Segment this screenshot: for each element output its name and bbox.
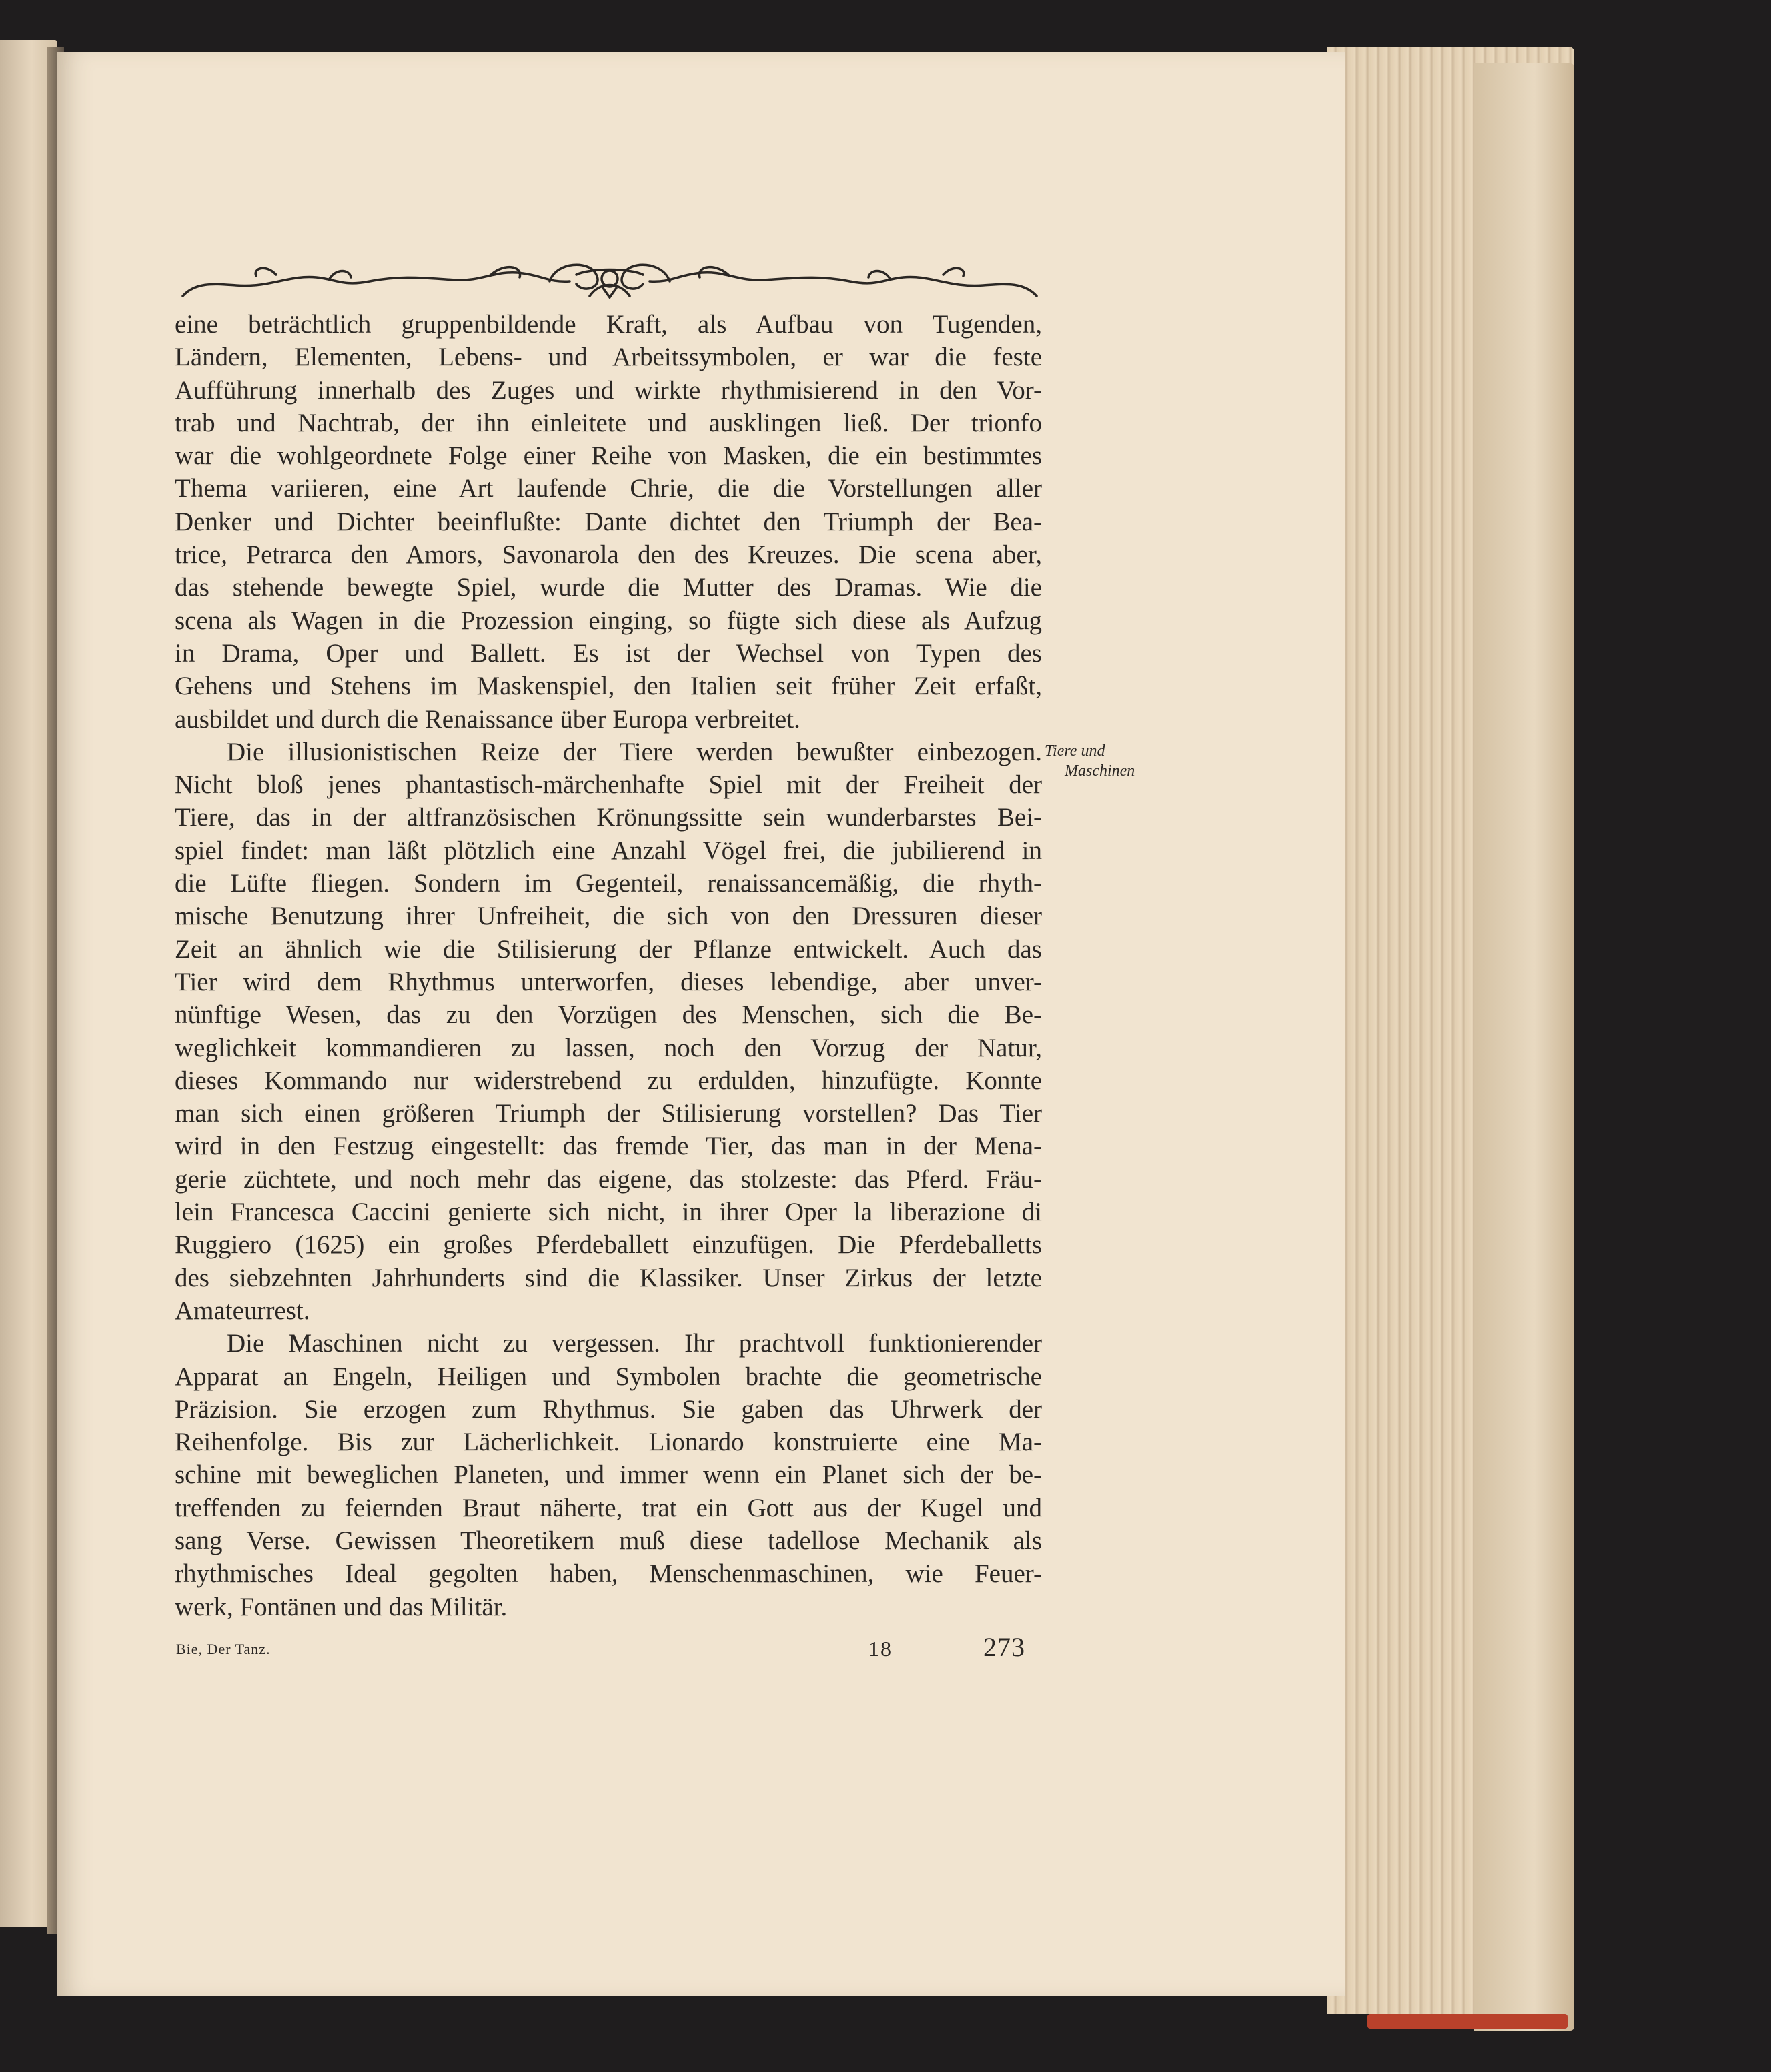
signature-mark: Bie, Der Tanz.: [176, 1641, 271, 1657]
text-line: rhythmisches Ideal gegolten haben, Menschenmaschinen, wie Feuer-: [175, 1559, 1042, 1589]
text-line: ausbildet und durch die Renaissance über Europa verbreitet.: [175, 704, 800, 734]
text-line: Tier wird dem Rhythmus unterworfen, dieses lebendige, aber unver-: [175, 967, 1042, 996]
text-line: eine beträchtlich gruppenbildende Kraft, als Aufbau von Tugenden,: [175, 310, 1042, 339]
text-line: des siebzehnten Jahrhunderts sind die Klassiker. Unser Zirkus der letzte: [175, 1263, 1042, 1292]
sheet-number: 18: [868, 1637, 893, 1661]
text-line: Nicht bloß jenes phantastisch-märchenhafte Spiel mit der Freiheit der: [175, 770, 1042, 800]
text-line: werk, Fontänen und das Militär.: [175, 1592, 508, 1621]
text-line: war die wohlgeordnete Folge einer Reihe von Masken, die ein bestimmtes: [175, 441, 1042, 471]
text-line: gerie züchtete, und noch mehr das eigene, das stolzeste: das Pferd. Fräu-: [175, 1164, 1042, 1194]
text-line: man sich einen größeren Triumph der Stilisierung vorstellen? Das Tier: [175, 1099, 1042, 1128]
text-line: Tiere, das in der altfranzösischen Krönungssitte sein wunderbarstes Bei-: [175, 803, 1042, 832]
text-line: Denker und Dichter beeinflußte: Dante dichtet den Triumph der Bea-: [175, 507, 1042, 536]
book-cover-edge: [1474, 63, 1574, 2031]
text-line: sang Verse. Gewissen Theoretikern muß diese tadellose Mechanik als: [175, 1526, 1042, 1555]
text-line: Die illusionistischen Reize der Tiere werden bewußter einbezogen.: [227, 737, 1042, 766]
text-line: weglichkeit kommandieren zu lassen, noch den Vorzug der Natur,: [175, 1033, 1042, 1062]
text-line: wird in den Festzug eingestellt: das fremde Tier, das man in der Mena-: [175, 1132, 1042, 1161]
text-line: Amateurrest.: [175, 1296, 310, 1325]
book-cover-bottom: [1367, 2014, 1568, 2029]
text-line: schine mit beweglichen Planeten, und immer wenn ein Planet sich der be-: [175, 1460, 1042, 1490]
marginal-note-line: Tiere und: [1045, 742, 1105, 760]
text-line: dieses Kommando nur widerstrebend zu erdulden, hinzufügte. Konnte: [175, 1066, 1042, 1095]
text-line: treffenden zu feiernden Braut näherte, trat ein Gott aus der Kugel und: [175, 1493, 1042, 1522]
text-line: Die Maschinen nicht zu vergessen. Ihr prachtvoll funktionierender: [227, 1329, 1042, 1358]
text-line: spiel findet: man läßt plötzlich eine Anzahl Vögel frei, die jubilierend in: [175, 836, 1042, 865]
marginal-note: [1045, 741, 1171, 781]
text-line: Thema variieren, eine Art laufende Chrie, die die Vorstellungen aller: [175, 474, 1042, 503]
text-line: Aufführung innerhalb des Zuges und wirkte rhythmisierend in den Vor-: [175, 375, 1042, 405]
text-line: die Lüfte fliegen. Sondern im Gegenteil, renaissancemäßig, die rhyth-: [175, 869, 1042, 898]
text-line: Zeit an ähnlich wie die Stilisierung der Pflanze entwickelt. Auch das: [175, 934, 1042, 964]
text-line: trab und Nachtrab, der ihn einleitete und ausklingen ließ. Der trionfo: [175, 408, 1042, 437]
body-text: [175, 308, 1042, 1623]
text-line: Ländern, Elementen, Lebens- und Arbeitssymbolen, er war die feste: [175, 343, 1042, 372]
text-line: trice, Petrarca den Amors, Savonarola den des Kreuzes. Die scena aber,: [175, 540, 1042, 570]
text-line: Präzision. Sie erzogen zum Rhythmus. Sie gaben das Uhrwerk der: [175, 1394, 1042, 1424]
text-line: mische Benutzung ihrer Unfreiheit, die sich von den Dressuren dieser: [175, 902, 1042, 931]
text-line: nünftige Wesen, das zu den Vorzügen des Menschen, sich die Be-: [175, 1000, 1042, 1030]
text-line: Apparat an Engeln, Heiligen und Symbolen brachte die geometrische: [175, 1362, 1042, 1391]
text-line: Gehens und Stehens im Maskenspiel, den Italien seit früher Zeit erfaßt,: [175, 672, 1042, 701]
ornamental-headpiece-icon: [176, 255, 1043, 301]
text-line: Reihenfolge. Bis zur Lächerlichkeit. Lionardo konstruierte eine Ma-: [175, 1428, 1042, 1457]
text-line: das stehende bewegte Spiel, wurde die Mutter des Dramas. Wie die: [175, 573, 1042, 602]
text-line: lein Francesca Caccini genierte sich nicht, in ihrer Oper la liberazione di: [175, 1198, 1042, 1227]
text-line: in Drama, Oper und Ballett. Es ist der Wechsel von Typen des: [175, 638, 1042, 668]
text-line: scena als Wagen in die Prozession einging, so fügte sich diese als Aufzug: [175, 606, 1042, 635]
text-line: Ruggiero (1625) ein großes Pferdeballett einzufügen. Die Pferdeballetts: [175, 1230, 1042, 1260]
page-number: 273: [983, 1632, 1025, 1662]
marginal-note-line: Maschinen: [1065, 762, 1135, 780]
